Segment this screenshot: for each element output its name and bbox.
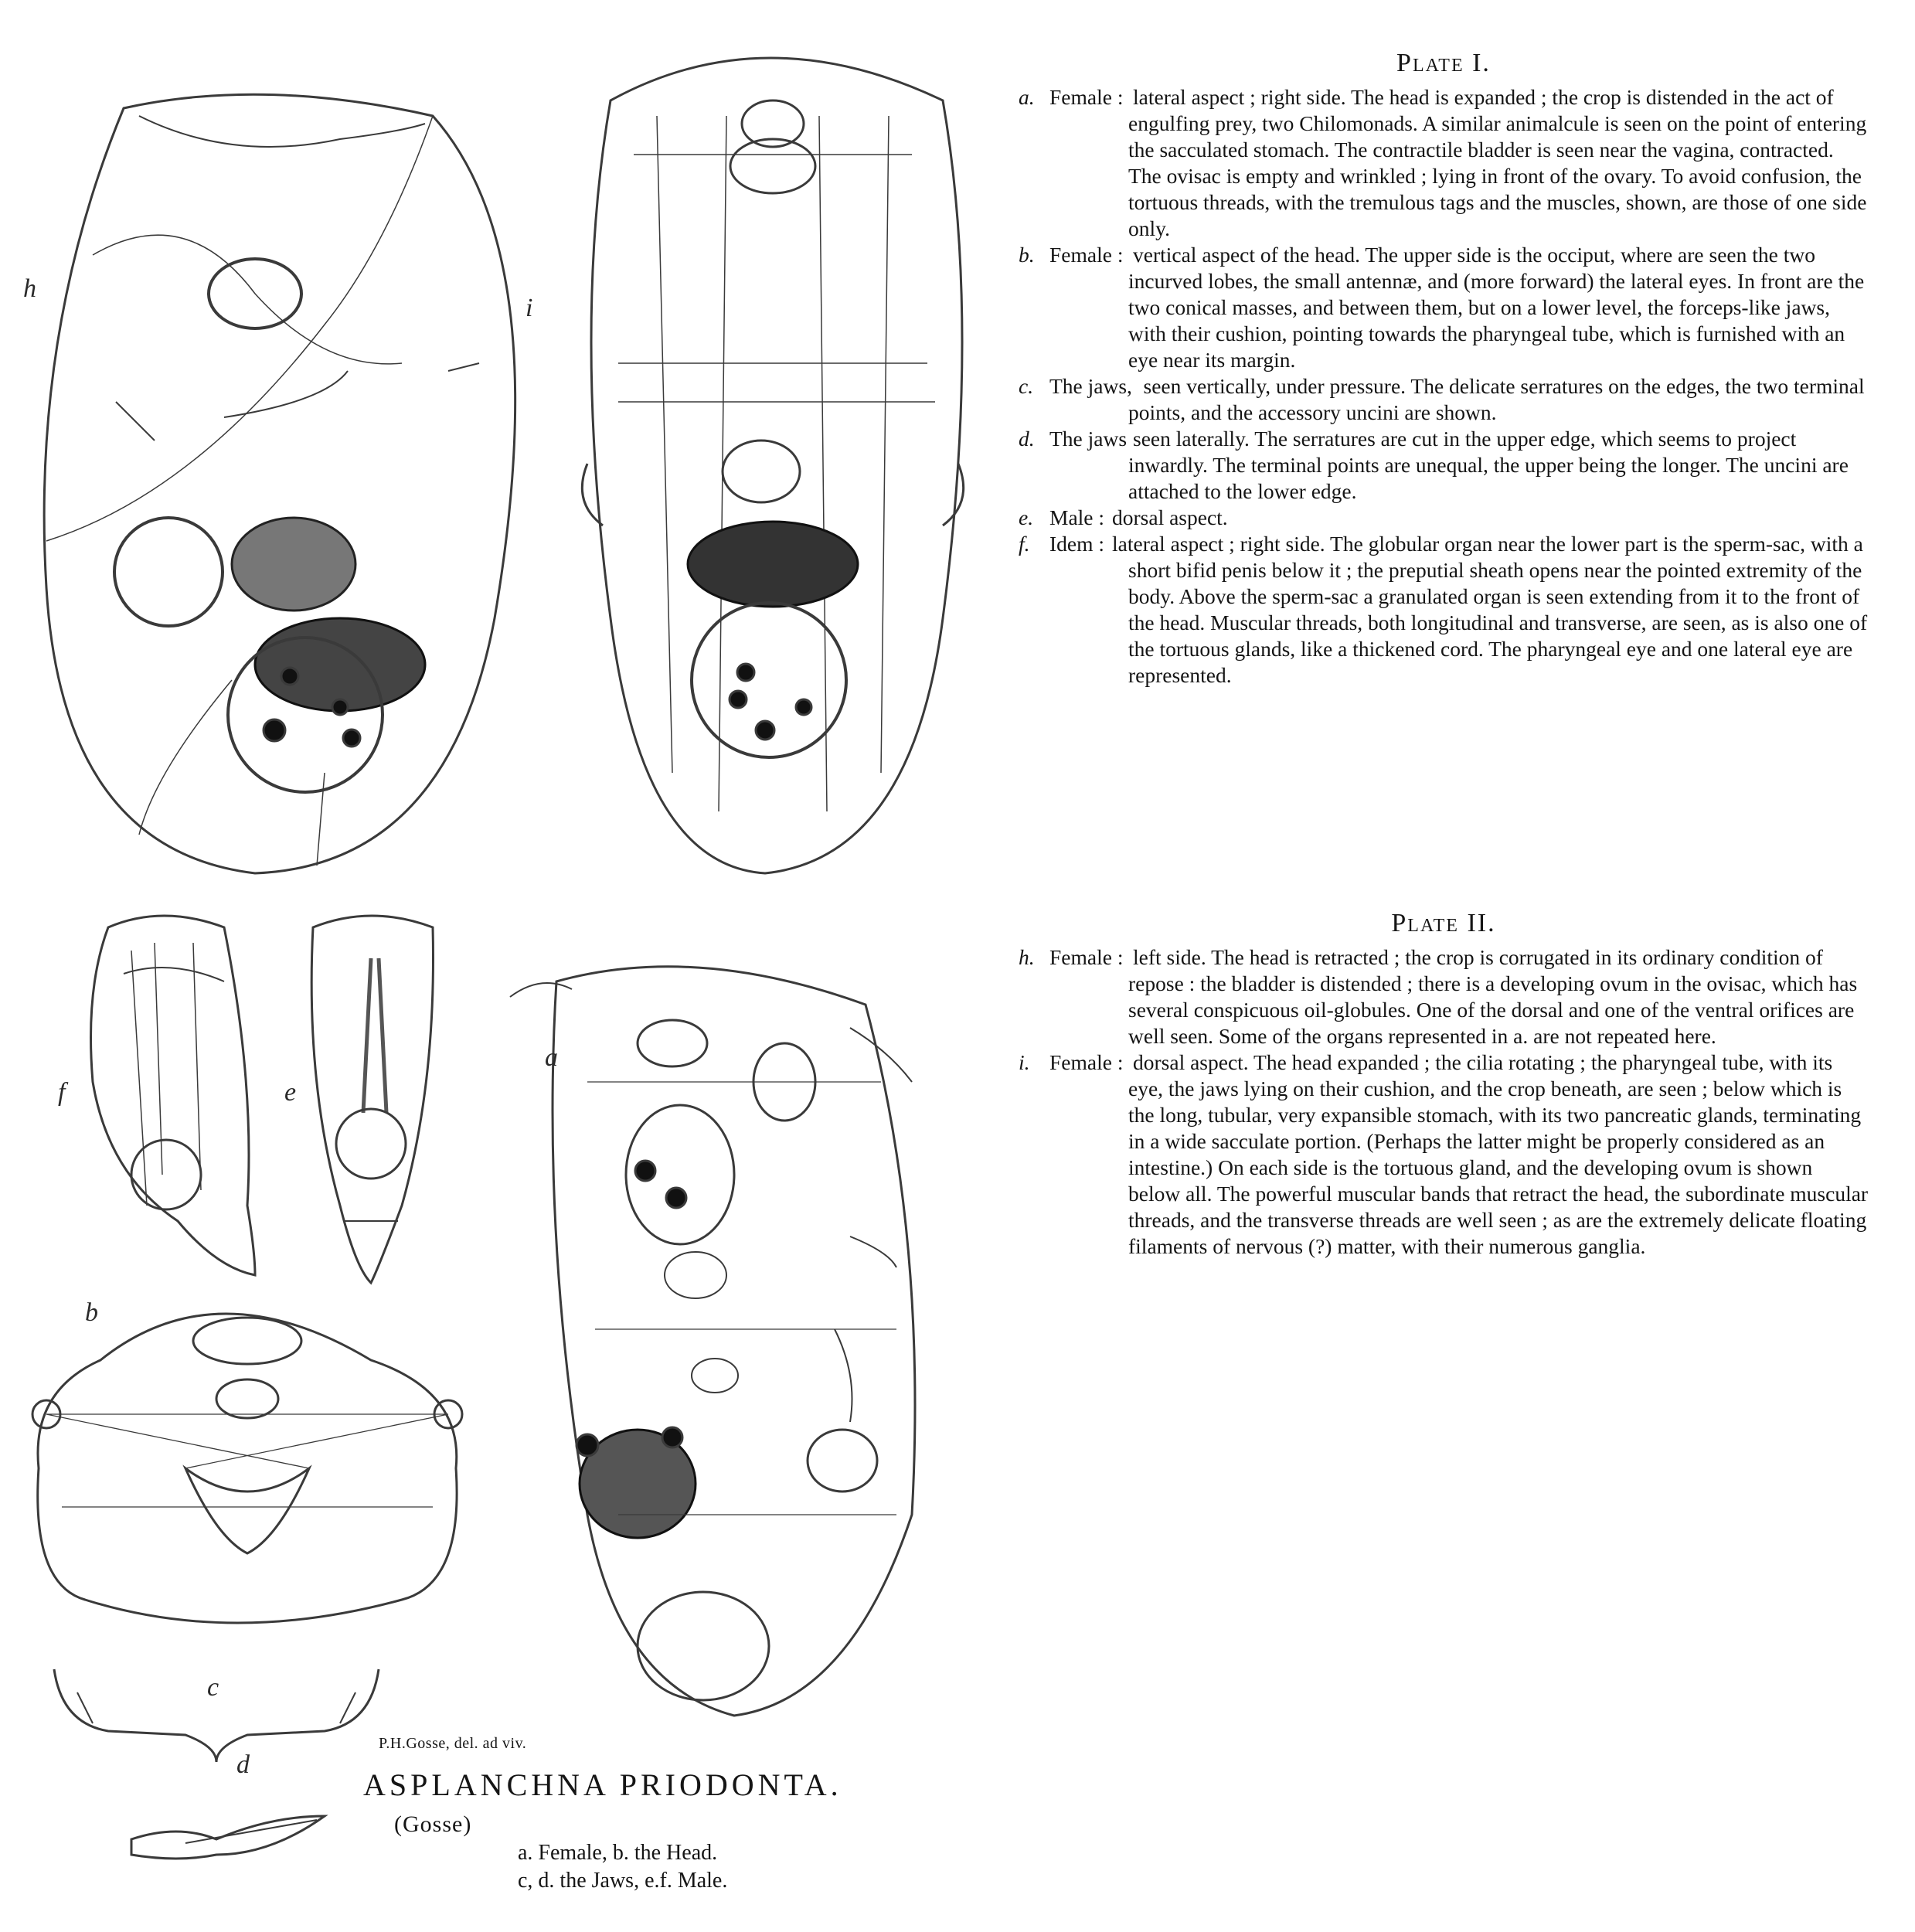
- plate-1-entry-d: [1019, 426, 1869, 505]
- figure-f-drawing: [91, 916, 256, 1275]
- entry-letter: f.: [1019, 532, 1030, 556]
- entry-heading: Female :: [1049, 85, 1124, 109]
- entry-heading: Female :: [1049, 945, 1124, 969]
- entry-heading: Idem :: [1049, 532, 1105, 556]
- caption-line-1: a. Female, b. the Head.: [518, 1841, 718, 1865]
- entry-heading: Male :: [1049, 505, 1105, 529]
- entry-heading: The jaws,: [1049, 374, 1132, 398]
- entry-letter: e.: [1019, 505, 1034, 529]
- entry-letter: h.: [1019, 945, 1035, 969]
- plate-2-entries: [1019, 944, 1869, 1260]
- entry-heading: Female :: [1049, 1050, 1124, 1074]
- figure-a-drawing: [510, 967, 915, 1716]
- plate-1-description: [1019, 50, 1869, 689]
- entry-heading: Female :: [1049, 243, 1124, 267]
- figure-label-i: i: [526, 294, 533, 322]
- figure-d-drawing: [131, 1816, 325, 1859]
- species-name: ASPLANCHNA PRIODONTA.: [363, 1767, 842, 1802]
- plate-1-entry-a: [1019, 84, 1869, 242]
- figure-h-drawing: [44, 94, 515, 873]
- entry-letter: b.: [1019, 243, 1035, 267]
- figure-i-drawing: [582, 58, 963, 873]
- entry-letter: d.: [1019, 427, 1035, 451]
- entry-text: seen vertically, under pressure. The delicate serratures on the edges, the two terminal points, and the accessory uncini are shown.: [1128, 374, 1865, 424]
- entry-text: left side. The head is retracted ; the crop is corrugated in its ordinary condition of repose : the bladder is distended ; there is a developing ovum in the ovisac, which has several conspicuous oil-globules. One of the dorsal and one of the ventral orifices are well seen. Some of the organs represented in a. are not repeated here.: [1128, 945, 1858, 1048]
- figure-label-a: a: [545, 1043, 558, 1072]
- plate-2-entry-i: [1019, 1049, 1869, 1260]
- species-title: [363, 1767, 904, 1839]
- plate-1-entry-b: [1019, 242, 1869, 373]
- entry-text: dorsal aspect.: [1112, 505, 1228, 529]
- plate-caption: [363, 1735, 904, 1895]
- figure-label-e: e: [284, 1078, 297, 1107]
- plate-2-description: [1019, 910, 1869, 1260]
- plate-1-entry-e: [1019, 505, 1869, 531]
- figure-label-h: h: [23, 274, 36, 303]
- entry-text: dorsal aspect. The head expanded ; the cilia rotating ; the pharyngeal tube, with its eye, the jaws lying on their cushion, and the crop beneath, are seen ; below which is the long, tubular, very expansible stomach, with its two pancreatic glands, terminating in a wide sacculate portion. (Perhaps the latter might be properly considered as an intestine.) On each side is the tortuous gland, and the developing ovum is shown below all. The powerful muscular bands that retract the head, the subordinate muscular threads, and the transverse threads are well seen ; as are the extremely delicate floating filaments of nervous (?) matter, with their numerous ganglia.: [1128, 1050, 1869, 1258]
- species-author: (Gosse): [394, 1811, 472, 1837]
- figure-label-f: f: [58, 1078, 66, 1107]
- plate-2-entry-h: [1019, 944, 1869, 1049]
- figure-label-c: c: [207, 1673, 219, 1702]
- plate-1-entries: [1019, 84, 1869, 689]
- entry-text: lateral aspect ; right side. The head is expanded ; the crop is distended in the act of engulfing prey, two Chilomonads. A similar animalcule is seen on the point of entering the sacculated stomach. The contractile bladder is seen near the vagina, contracted. The ovisac is empty and wrinkled ; lying in front of the ovary. To avoid confusion, the tortuous threads, with the tremulous tags and the muscles, shown, are those of one side only.: [1128, 85, 1867, 240]
- entry-letter: i.: [1019, 1050, 1030, 1074]
- figure-label-b: b: [85, 1298, 98, 1327]
- plate-1-heading: Plate I.: [1396, 49, 1491, 77]
- figure-b-drawing: [32, 1314, 462, 1623]
- entry-text: vertical aspect of the head. The upper side is the occiput, where are seen the two incurved lobes, the small antennæ, and (more forward) the lateral eyes. In front are the two conical masses, and between them, but on a lower level, the forceps-like jaws, with their cushion, pointing towards the pharyngeal tube, which is furnished with an eye near its margin.: [1128, 243, 1865, 372]
- entry-letter: c.: [1019, 374, 1034, 398]
- entry-heading: The jaws: [1049, 427, 1128, 451]
- entry-letter: a.: [1019, 85, 1035, 109]
- plate-1-entry-c: [1019, 373, 1869, 426]
- plate-1-entry-f: [1019, 531, 1869, 689]
- plate-2-heading: Plate II.: [1391, 909, 1496, 937]
- caption-line-2: c, d. the Jaws, e.f. Male.: [518, 1869, 728, 1893]
- figure-label-d: d: [236, 1750, 250, 1779]
- figure-e-drawing: [311, 916, 433, 1283]
- artist-credit: P.H.Gosse, del. ad viv.: [379, 1735, 527, 1752]
- entry-text: lateral aspect ; right side. The globular organ near the lower part is the sperm-sac, with a short bifid penis below it ; the preputial sheath opens near the pointed extremity of the body. Above the sperm-sac a granulated organ is seen extending from it to the front of the head. Muscular threads, both longitudinal and transverse, are seen, as is also one of the tortuous glands, like a thickened cord. The pharyngeal eye and one lateral eye are represented.: [1112, 532, 1868, 687]
- entry-text: seen laterally. The serratures are cut in the upper edge, which seems to project inwardly. The terminal points are unequal, the upper being the longer. The uncini are attached to the lower edge.: [1128, 427, 1849, 503]
